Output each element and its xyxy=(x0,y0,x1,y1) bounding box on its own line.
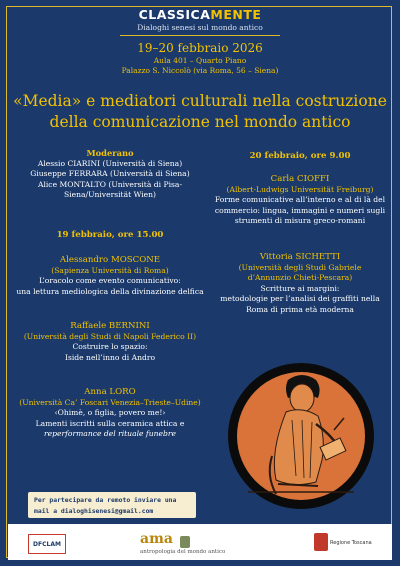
talk-title-line: Lamenti iscritti sulla ceramica attica e xyxy=(35,418,185,428)
moderators-label: Moderano xyxy=(86,148,134,158)
figure-head xyxy=(290,384,314,412)
speaker-affiliation: (Sapienza Università di Roma) xyxy=(51,265,169,275)
day-2-session-label: 20 febbraio, ore 9.00 xyxy=(249,151,351,161)
remote-note-line-1: Per partecipare da remoto inviare una xyxy=(34,496,177,504)
talk-loro xyxy=(4,387,216,440)
speaker-affiliation: (Albert-Ludwigs Universität Freiburg) xyxy=(226,184,374,194)
talk-title-line: Costruire lo spazio: xyxy=(72,342,148,351)
logo-part-1: CLASSICA xyxy=(138,7,211,22)
talk-cioffi xyxy=(206,174,394,227)
venue-address: Palazzo S. Niccolò (via Roma, 56 – Siena) xyxy=(121,66,279,75)
dfclam-logo-text: DFCLAM xyxy=(33,541,61,548)
regione-toscana-logo-text: Regione Toscana xyxy=(330,540,372,546)
moderator-line: Siena/Universität Wien) xyxy=(63,190,157,199)
talk-title-line: metodologie per l’analisi dei graffiti nella xyxy=(220,294,380,303)
talk-title-line: reperformance del rituale funebre xyxy=(43,429,177,438)
speaker-affiliation: (Università degli Studi Gabriele xyxy=(238,262,362,272)
event-title-line-1: «Media» e mediatori culturali nella costruzione xyxy=(13,92,387,110)
talk-title-line: strumenti di misura greco-romani xyxy=(234,216,366,225)
speaker-name: Alessandro MOSCONE xyxy=(59,255,161,265)
talk-title-line: commercio: lingua, immagini e numeri sugli xyxy=(214,205,386,215)
talk-moscone xyxy=(4,255,216,297)
series-subtitle: Dialoghi senesi sul mondo antico xyxy=(137,23,263,32)
talk-sichetti xyxy=(206,252,394,315)
speaker-affiliation: (Università Ca’ Foscari Venezia–Trieste–Udine) xyxy=(19,397,201,407)
speaker-affiliation: (Università degli Studi di Napoli Federico II) xyxy=(23,331,197,341)
talk-title-line: Forme comunicative all’interno e al di là del xyxy=(214,195,386,204)
talk-title-line: Scritture ai margini: xyxy=(260,283,340,293)
talk-title-line: una lettura mediologica della divinazione delfica xyxy=(16,286,204,296)
regione-toscana-logo-icon xyxy=(314,533,328,551)
venue-room: Aula 401 – Quarto Piano xyxy=(153,56,247,65)
day-1-session-label: 19 febbraio, ore 15.00 xyxy=(56,230,164,240)
speaker-name: Vittoria SICHETTI xyxy=(259,252,341,262)
speaker-affiliation: d’Annunzio Chieti-Pescara) xyxy=(247,273,353,282)
moderator-line: Alice MONTALTO (Università di Pisa- xyxy=(37,179,183,189)
talk-title-line: ‹Ohimè, o figlia, povero me!› xyxy=(54,408,166,417)
header-divider xyxy=(120,35,280,36)
speaker-name: Anna LORO xyxy=(84,387,136,397)
event-dates: 19–20 febbraio 2026 xyxy=(137,41,263,55)
moderators-block xyxy=(12,148,208,201)
logo-part-2: MENTE xyxy=(210,7,262,22)
remote-note-line-2: mail a dialoghisenesi@gmail.com xyxy=(34,507,154,515)
speaker-name: Raffaele BERNINI xyxy=(70,321,150,331)
kylix-scribe-illustration xyxy=(226,360,376,518)
moderator-line: Alessio CIARINI (Università di Siena) xyxy=(37,158,183,168)
talk-title-line: Iside nell’inno di Andro xyxy=(64,352,156,362)
talk-title-line: L’oracolo come evento comunicativo: xyxy=(39,276,181,285)
talk-title-line: Roma di prima età moderna xyxy=(246,304,354,314)
ama-logo-subtitle: antropologia del mondo antico xyxy=(140,549,226,555)
event-title-line-2: della comunicazione nel mondo antico xyxy=(49,113,351,131)
ama-logo-icon xyxy=(180,536,190,548)
speaker-name: Carla CIOFFI xyxy=(270,174,330,184)
moderator-line: Giuseppe FERRARA (Università di Siena) xyxy=(30,169,190,178)
ama-logo-text: ama xyxy=(140,531,173,547)
talk-bernini xyxy=(4,321,216,363)
series-logo xyxy=(0,7,400,22)
